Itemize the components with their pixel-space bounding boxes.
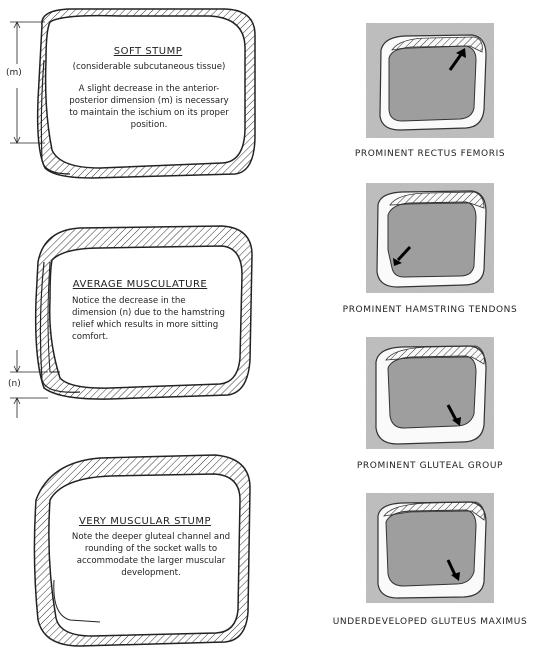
photo-hamstring-tendons [366, 183, 494, 293]
photo-rectus-femoris [366, 23, 494, 138]
very-muscular-body: Note the deeper gluteal channel and rounding of the socket walls to accommodate the larger muscular development. [71, 532, 231, 578]
dimension-n-label: (n) [8, 379, 21, 389]
soft-stump-body: A slight decrease in the anterior-posterior dimension (m) is necessary to maintain the ischium on its proper position. [69, 84, 229, 130]
soft-stump-subtitle: (considerable subcutaneous tissue) [72, 62, 226, 72]
average-musculature-body: Notice the decrease in the dimension (n) due to the hamstring relief which results in more sitting comfort. [72, 296, 226, 342]
dimension-m-label: (m) [6, 68, 22, 78]
average-musculature-title: AVERAGE MUSCULATURE [72, 279, 208, 290]
caption-hamstring-tendons: PROMINENT HAMSTRING TENDONS [342, 305, 518, 315]
soft-stump-title: SOFT STUMP [113, 46, 183, 57]
very-muscular-title: VERY MUSCULAR STUMP [78, 516, 212, 527]
caption-rectus-femoris: PROMINENT RECTUS FEMORIS [354, 149, 506, 159]
caption-gluteus-maximus: UNDERDEVELOPED GLUTEUS MAXIMUS [332, 617, 528, 627]
photo-gluteus-maximus [366, 493, 494, 603]
photo-gluteal-group [366, 337, 494, 449]
caption-gluteal-group: PROMINENT GLUTEAL GROUP [356, 461, 504, 471]
